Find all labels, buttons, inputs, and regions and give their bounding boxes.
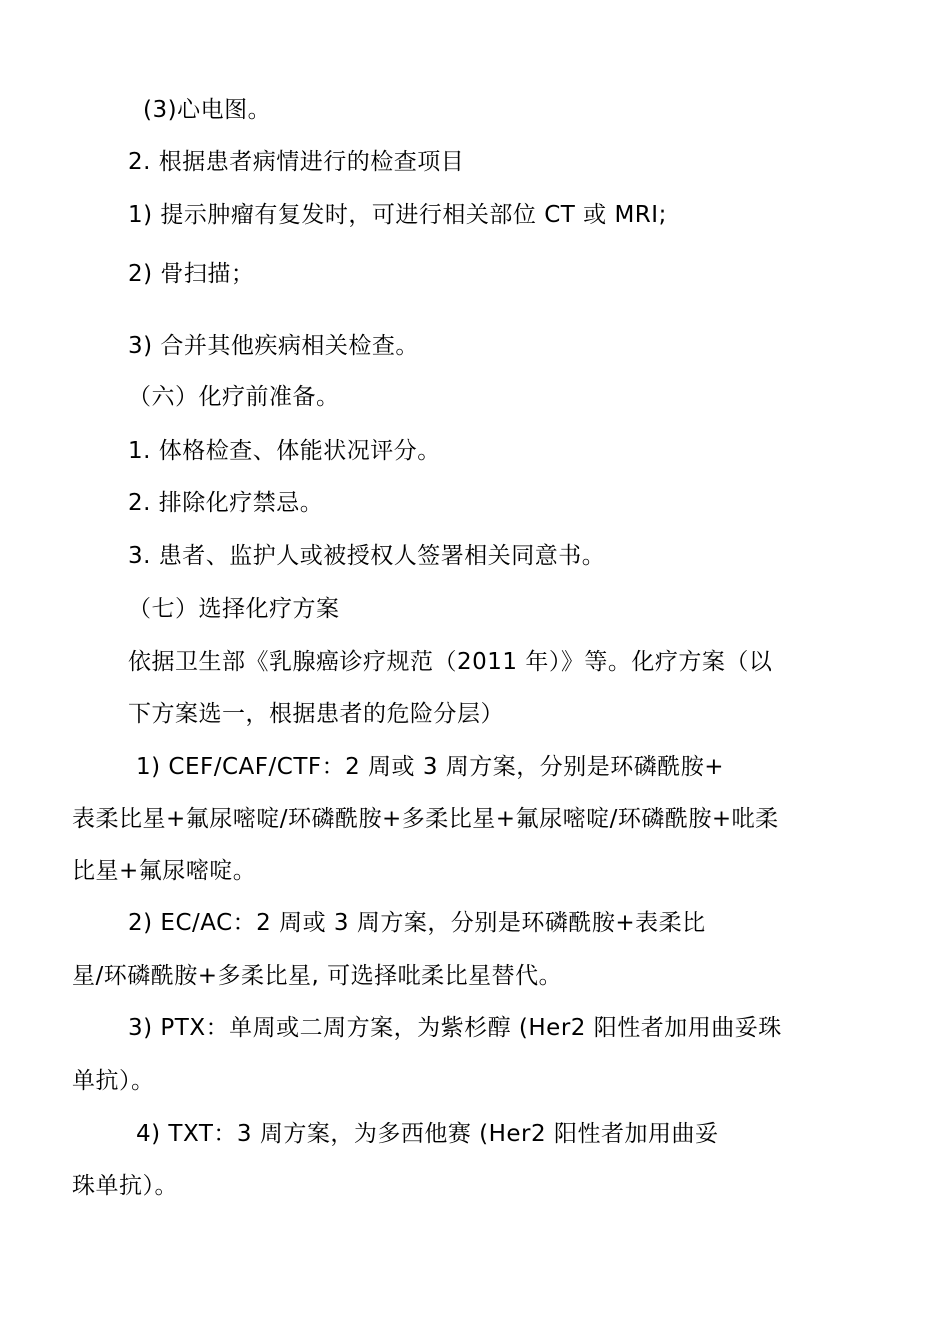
regimen-item-txt: 4) TXT：3 周方案，为多西他赛 (Her2 阳性者加用曲妥 [136, 1121, 719, 1147]
regimen-item-ptx-cont: 单抗）。 [72, 1068, 155, 1094]
text-line-exam-heading: 2. 根据患者病情进行的检查项目 [128, 149, 465, 175]
text-line-other-exams: 3) 合并其他疾病相关检查。 [128, 333, 419, 359]
text-line-consent: 3. 患者、监护人或被授权人签署相关同意书。 [128, 543, 606, 569]
regimen-item-cef-cont1: 表柔比星+氟尿嘧啶/环磷酰胺+多柔比星+氟尿嘧啶/环磷酰胺+吡柔 [72, 806, 779, 832]
text-line-ct-mri: 1) 提示肿瘤有复发时，可进行相关部位 CT 或 MRI; [128, 202, 667, 228]
text-line-regimen-basis: 依据卫生部《乳腺癌诊疗规范（2011 年）》等。化疗方案（以 [128, 649, 773, 675]
text-line-contraindications: 2. 排除化疗禁忌。 [128, 490, 324, 516]
regimen-item-cef-cont2: 比星+氟尿嘧啶。 [72, 858, 257, 884]
regimen-item-cef: 1) CEF/CAF/CTF：2 周或 3 周方案，分别是环磷酰胺+ [136, 754, 725, 780]
regimen-item-ec-cont: 星/环磷酰胺+多柔比星, 可选择吡柔比星替代。 [72, 963, 563, 989]
regimen-item-txt-cont: 珠单抗）。 [72, 1173, 178, 1199]
section-heading-pre-chemo: （六）化疗前准备。 [128, 384, 340, 410]
section-heading-regimen: （七）选择化疗方案 [128, 596, 340, 622]
text-line-regimen-basis-cont: 下方案选一，根据患者的危险分层） [128, 701, 504, 727]
text-line-bone-scan: 2) 骨扫描； [128, 261, 255, 287]
text-line-ecg: (3)心电图。 [143, 97, 272, 123]
regimen-item-ptx: 3) PTX：单周或二周方案，为紫杉醇 (Her2 阳性者加用曲妥珠 [128, 1015, 782, 1041]
regimen-item-ec: 2) EC/AC：2 周或 3 周方案，分别是环磷酰胺+表柔比 [128, 910, 706, 936]
text-line-physical-exam: 1. 体格检查、体能状况评分。 [128, 438, 441, 464]
